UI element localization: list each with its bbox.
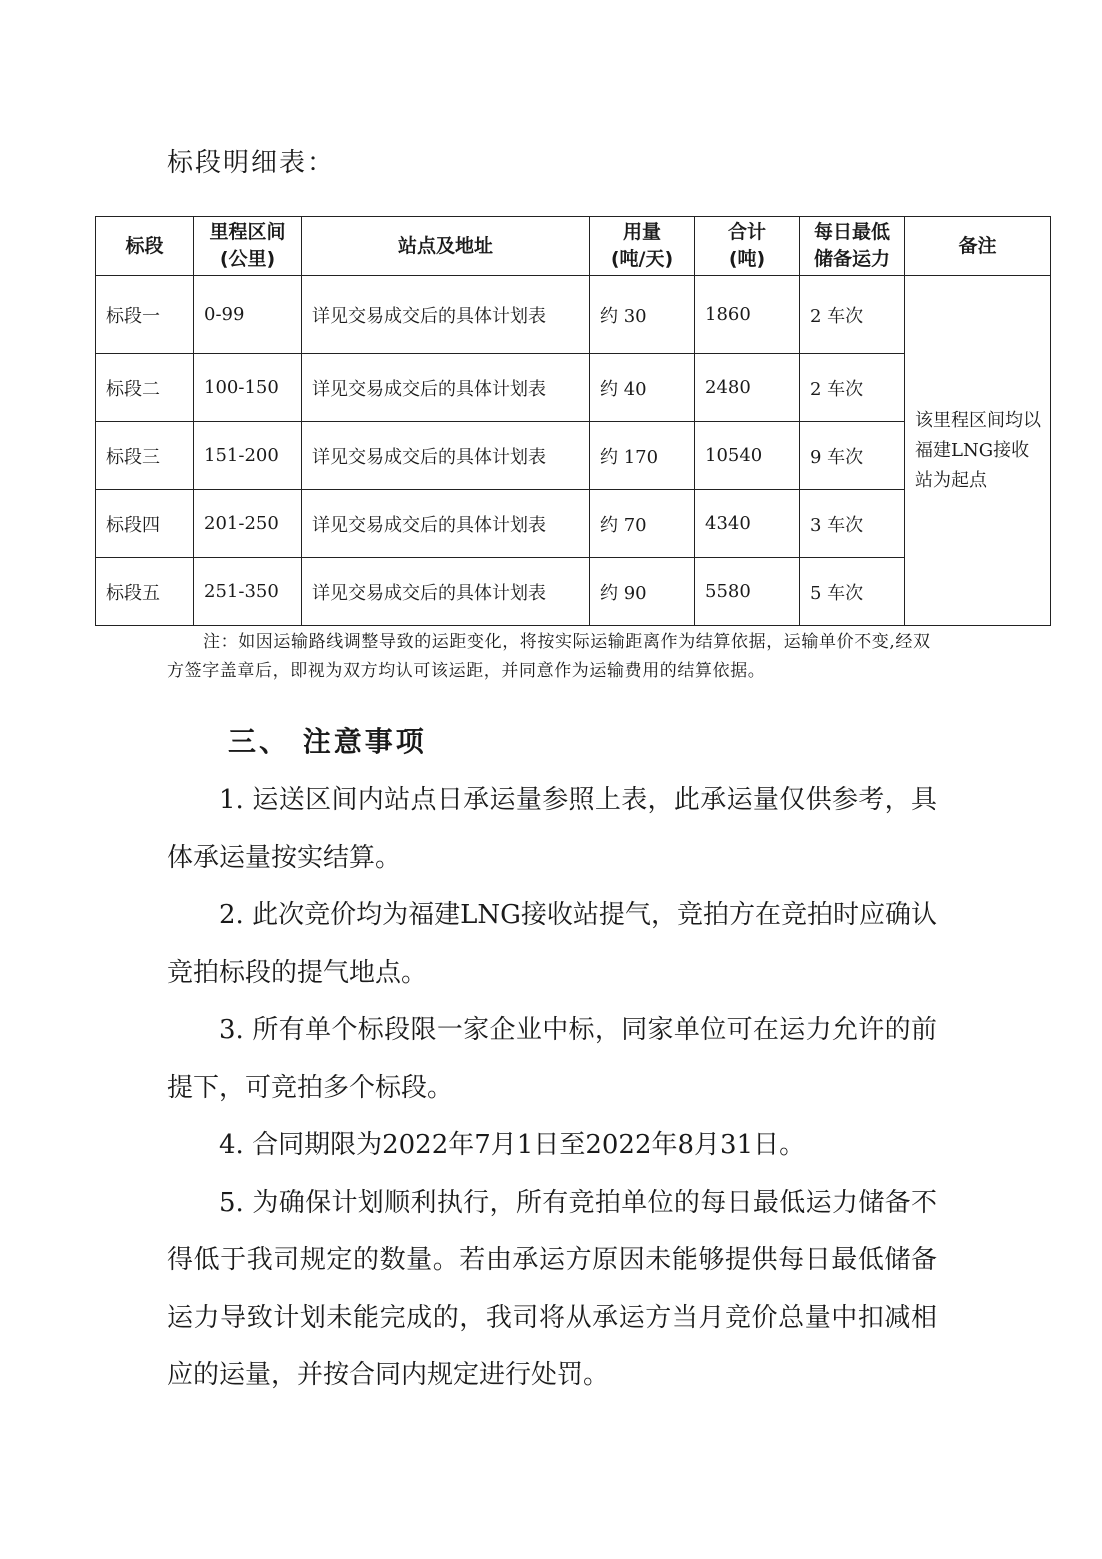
cell-capacity: 5 车次 — [800, 558, 905, 626]
header-range: 里程区间 (公里) — [194, 217, 302, 276]
cell-total: 4340 — [695, 490, 800, 558]
cell-total: 10540 — [695, 422, 800, 490]
cell-usage: 约 40 — [590, 354, 695, 422]
notice-items — [167, 772, 937, 1405]
table-header-row — [96, 217, 1051, 276]
cell-segment: 标段三 — [96, 422, 194, 490]
cell-range: 0-99 — [194, 276, 302, 354]
cell-capacity: 2 车次 — [800, 354, 905, 422]
cell-station: 详见交易成交后的具体计划表 — [302, 490, 590, 558]
cell-range: 100-150 — [194, 354, 302, 422]
cell-capacity: 2 车次 — [800, 276, 905, 354]
cell-remark: 该里程区间均以福建LNG接收站为起点 — [905, 276, 1051, 626]
cell-usage: 约 70 — [590, 490, 695, 558]
cell-usage: 约 30 — [590, 276, 695, 354]
header-segment: 标段 — [96, 217, 194, 276]
cell-station: 详见交易成交后的具体计划表 — [302, 422, 590, 490]
cell-usage: 约 90 — [590, 558, 695, 626]
cell-usage: 约 170 — [590, 422, 695, 490]
notice-item-5: 5. 为确保计划顺利执行，所有竞拍单位的每日最低运力储备不得低于我司规定的数量。若由承运方原因未能够提供每日最低储备运力导致计划未能完成的，我司将从承运方当月竞价总量中扣减相应的运量，并按合同内规定进行处罚。 — [167, 1187, 937, 1390]
cell-total: 5580 — [695, 558, 800, 626]
table-footnote-text: 注：如因运输路线调整导致的运距变化，将按实际运输距离作为结算依据，运输单价不变,经双方签字盖章后，即视为双方均认可该运距，并同意作为运输费用的结算依据。 — [167, 632, 931, 681]
header-total: 合计 (吨) — [695, 217, 800, 276]
cell-segment: 标段四 — [96, 490, 194, 558]
header-usage: 用量 (吨/天) — [590, 217, 695, 276]
header-station: 站点及地址 — [302, 217, 590, 276]
table-footnote — [167, 628, 935, 686]
segment-detail-table — [95, 216, 1051, 626]
cell-station: 详见交易成交后的具体计划表 — [302, 558, 590, 626]
cell-segment: 标段二 — [96, 354, 194, 422]
cell-capacity: 9 车次 — [800, 422, 905, 490]
cell-range: 251-350 — [194, 558, 302, 626]
cell-total: 2480 — [695, 354, 800, 422]
notice-item-1: 1. 运送区间内站点日承运量参照上表，此承运量仅供参考，具体承运量按实结算。 — [167, 785, 937, 873]
section-heading: 三、 注意事项 — [228, 725, 427, 758]
cell-segment: 标段一 — [96, 276, 194, 354]
table-caption: 标段明细表： — [167, 148, 336, 178]
cell-range: 151-200 — [194, 422, 302, 490]
header-remark: 备注 — [905, 217, 1051, 276]
notice-item-4: 4. 合同期限为2022年7月1日至2022年8月31日。 — [219, 1130, 806, 1160]
notice-item-3: 3. 所有单个标段限一家企业中标，同家单位可在运力允许的前提下，可竞拍多个标段。 — [167, 1015, 937, 1103]
cell-range: 201-250 — [194, 490, 302, 558]
notice-item-2: 2. 此次竞价均为福建LNG接收站提气，竞拍方在竞拍时应确认竞拍标段的提气地点。 — [167, 900, 937, 988]
cell-total: 1860 — [695, 276, 800, 354]
table-row — [96, 276, 1051, 354]
cell-segment: 标段五 — [96, 558, 194, 626]
cell-station: 详见交易成交后的具体计划表 — [302, 276, 590, 354]
cell-station: 详见交易成交后的具体计划表 — [302, 354, 590, 422]
cell-capacity: 3 车次 — [800, 490, 905, 558]
header-capacity: 每日最低 储备运力 — [800, 217, 905, 276]
